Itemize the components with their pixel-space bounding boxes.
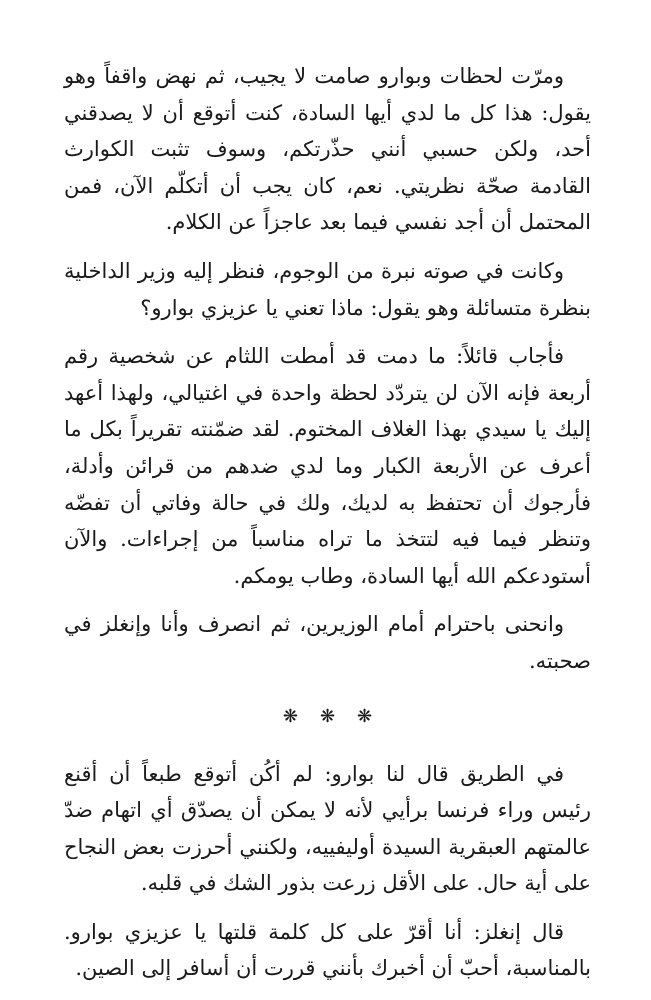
section-separator bbox=[64, 692, 591, 742]
separator-ornament-icon: ❋ bbox=[357, 705, 373, 727]
paragraph: في الطريق قال لنا بوارو: لم أكُن أتوقع طبعاً أن أقنع رئيس وراء فرنسا برأيي لأنه لا يمكن أن يصدّق أي اتهام ضدّ عالمتهم العبقرية السيدة أوليفييه، ولكنني أحرزت بعض النجاح على أية حال. على الأقل زرعت بذور الشك في قلبه. bbox=[64, 761, 591, 896]
paragraph: ومرّت لحظات وبوارو صامت لا يجيب، ثم نهض واقفاً وهو يقول: هذا كل ما لدي أيها السادة، كنت أتوقع أن لا يصدقني أحد، ولكن حسبي أنني حذّرتكم، وسوف تثبت الكوارث القادمة صحّة نظريتي. نعم، كان يجب أن أتكلّم الآن، فمن المحتمل أن أجد نفسي فيما بعد عاجزاً عن الكلام. bbox=[64, 64, 591, 235]
paragraph: وكانت في صوته نبرة من الوجوم، فنظر إليه وزير الداخلية بنظرة متسائلة وهو يقول: ماذا تعني يا عزيزي بوارو؟ bbox=[64, 258, 591, 320]
book-page bbox=[64, 58, 591, 999]
separator-ornament-icon: ❋ bbox=[319, 705, 336, 727]
paragraph: وانحنى باحترام أمام الوزيرين، ثم انصرف وأنا وإنغلز في صحبته. bbox=[64, 612, 591, 673]
paragraph: قال إنغلز: أنا أقرّ على كل كلمة قلتها يا عزيزي بوارو. بالمناسبة، أحبّ أن أخبرك بأنني قررت أن أسافر إلى الصين. bbox=[64, 919, 591, 981]
separator-ornament-icon: ❋ bbox=[282, 705, 298, 727]
paragraph: فأجاب قائلاً: ما دمت قد أمطت اللثام عن شخصية رقم أربعة فإنه الآن لن يتردّد لحظة واحدة في اغتيالي، ولهذا أعهد إليك يا سيدي بهذا الغلاف المختوم. لقد ضمّنته تقريراً بكل ما أعرف عن الأربعة الكبار وما لدي ضدهم من قرائن وأدلة، فأرجوك أن تحتفظ به لديك، ولك في حالة وفاتي أن تفضّه وتنظر فيما فيه لتتخذ ما تراه مناسباً من إجراءات. والآن أستودعكم الله أيها السادة، وطاب يومكم. bbox=[64, 344, 591, 588]
